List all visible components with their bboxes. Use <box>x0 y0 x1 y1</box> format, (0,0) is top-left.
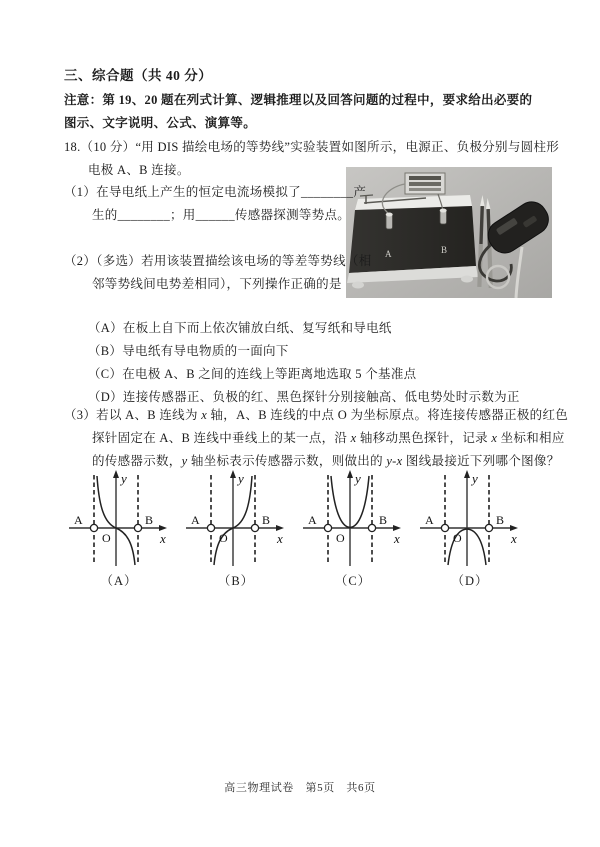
point-b-circle <box>251 524 258 531</box>
point-b-circle <box>134 524 141 531</box>
label-b: B <box>496 513 505 527</box>
graph-option-d <box>417 468 523 589</box>
page-footer: 高三物理试卷 第5页 共6页 <box>224 782 376 794</box>
question-18-part2-stem: （2）（多选）若用该装置描绘该电场的等差等势线（相邻等势线间电势差相同），下列操作正确的是 <box>64 254 372 291</box>
label-x-axis: x <box>160 531 166 546</box>
option-c: （C）在电极 A、B 之间的连线上等距离地选取 5 个基准点 <box>88 367 417 381</box>
label-a: A <box>74 513 83 527</box>
graph-a-caption: （A） <box>100 574 138 588</box>
point-a-circle <box>207 524 214 531</box>
electrode-b <box>440 209 447 225</box>
label-y-axis: y <box>355 471 361 486</box>
label-x-axis: x <box>394 531 400 546</box>
point-b-circle <box>485 524 492 531</box>
label-a: A <box>308 513 317 527</box>
point-a-circle <box>324 524 331 531</box>
graph-d-plot <box>417 468 523 572</box>
label-origin: O <box>336 531 345 545</box>
battery-pack <box>405 173 445 194</box>
electrode-a-label: A <box>385 249 392 259</box>
question-18-part2-options <box>64 317 550 409</box>
section-title: 三、综合题（共 40 分） <box>64 68 213 83</box>
y-axis-arrow <box>464 470 470 478</box>
label-b: B <box>145 513 154 527</box>
label-x-axis: x <box>277 531 283 546</box>
graph-option-b <box>183 468 289 589</box>
label-a: A <box>191 513 200 527</box>
option-a: （A）在板上自下而上依次铺放白纸、复写纸和导电纸 <box>88 321 392 335</box>
graph-d-caption: （D） <box>451 574 489 588</box>
label-y-axis: y <box>238 471 244 486</box>
notice-paragraph: 注意：第 19、20 题在列式计算、逻辑推理以及回答问题的过程中，要求给出必要的图示、文字说明、公式、演算等。 <box>64 93 533 130</box>
graph-b-caption: （B） <box>217 574 255 588</box>
point-a-circle <box>90 524 97 531</box>
graph-option-a <box>66 468 172 589</box>
label-x-axis: x <box>511 531 517 546</box>
graph-option-c <box>300 468 406 589</box>
electrode-b-label: B <box>441 245 448 255</box>
y-axis-arrow <box>113 470 119 478</box>
question-18-intro: 18.（10 分）“用 DIS 描绘电场的等势线”实验装置如图所示，电源正、负极分别与圆柱形电极 A、B 连接。 <box>64 140 560 177</box>
graph-c-plot <box>300 468 406 572</box>
label-b: B <box>262 513 271 527</box>
label-y-axis: y <box>472 471 478 486</box>
y-axis-arrow <box>347 470 353 478</box>
answer-graphs-row <box>66 468 523 589</box>
label-origin: O <box>219 531 228 545</box>
graph-a-plot <box>66 468 172 572</box>
point-a-circle <box>441 524 448 531</box>
label-origin: O <box>453 531 462 545</box>
electrode-a <box>386 213 393 230</box>
label-y-axis: y <box>121 471 127 486</box>
question-18-part1: （1）在导电纸上产生的恒定电流场模拟了________产生的________；用______传感器探测等势点。 <box>64 185 367 222</box>
point-b-circle <box>368 524 375 531</box>
label-b: B <box>379 513 388 527</box>
label-a: A <box>425 513 434 527</box>
question-18-part3: （3）若以 A、B 连线为 x 轴，A、B 连线的中点 O 为坐标原点。将连接传感器正极的红色探针固定在 A、B 连线中垂线上的某一点，沿 x 轴移动黑色探针，记录 x 坐标和相应的传感器示数，y 轴坐标表示传感器示数，则做出的 y-x 图线最接近下列哪个图像？ <box>64 408 569 468</box>
y-axis-arrow <box>230 470 236 478</box>
option-d: （D）连接传感器正、负极的红、黑色探针分别接触高、低电势处时示数为正 <box>88 390 520 404</box>
label-origin: O <box>102 531 111 545</box>
graph-c-caption: （C） <box>334 574 372 588</box>
option-b: （B）导电纸有导电物质的一面向下 <box>88 344 289 358</box>
graph-b-plot <box>183 468 289 572</box>
